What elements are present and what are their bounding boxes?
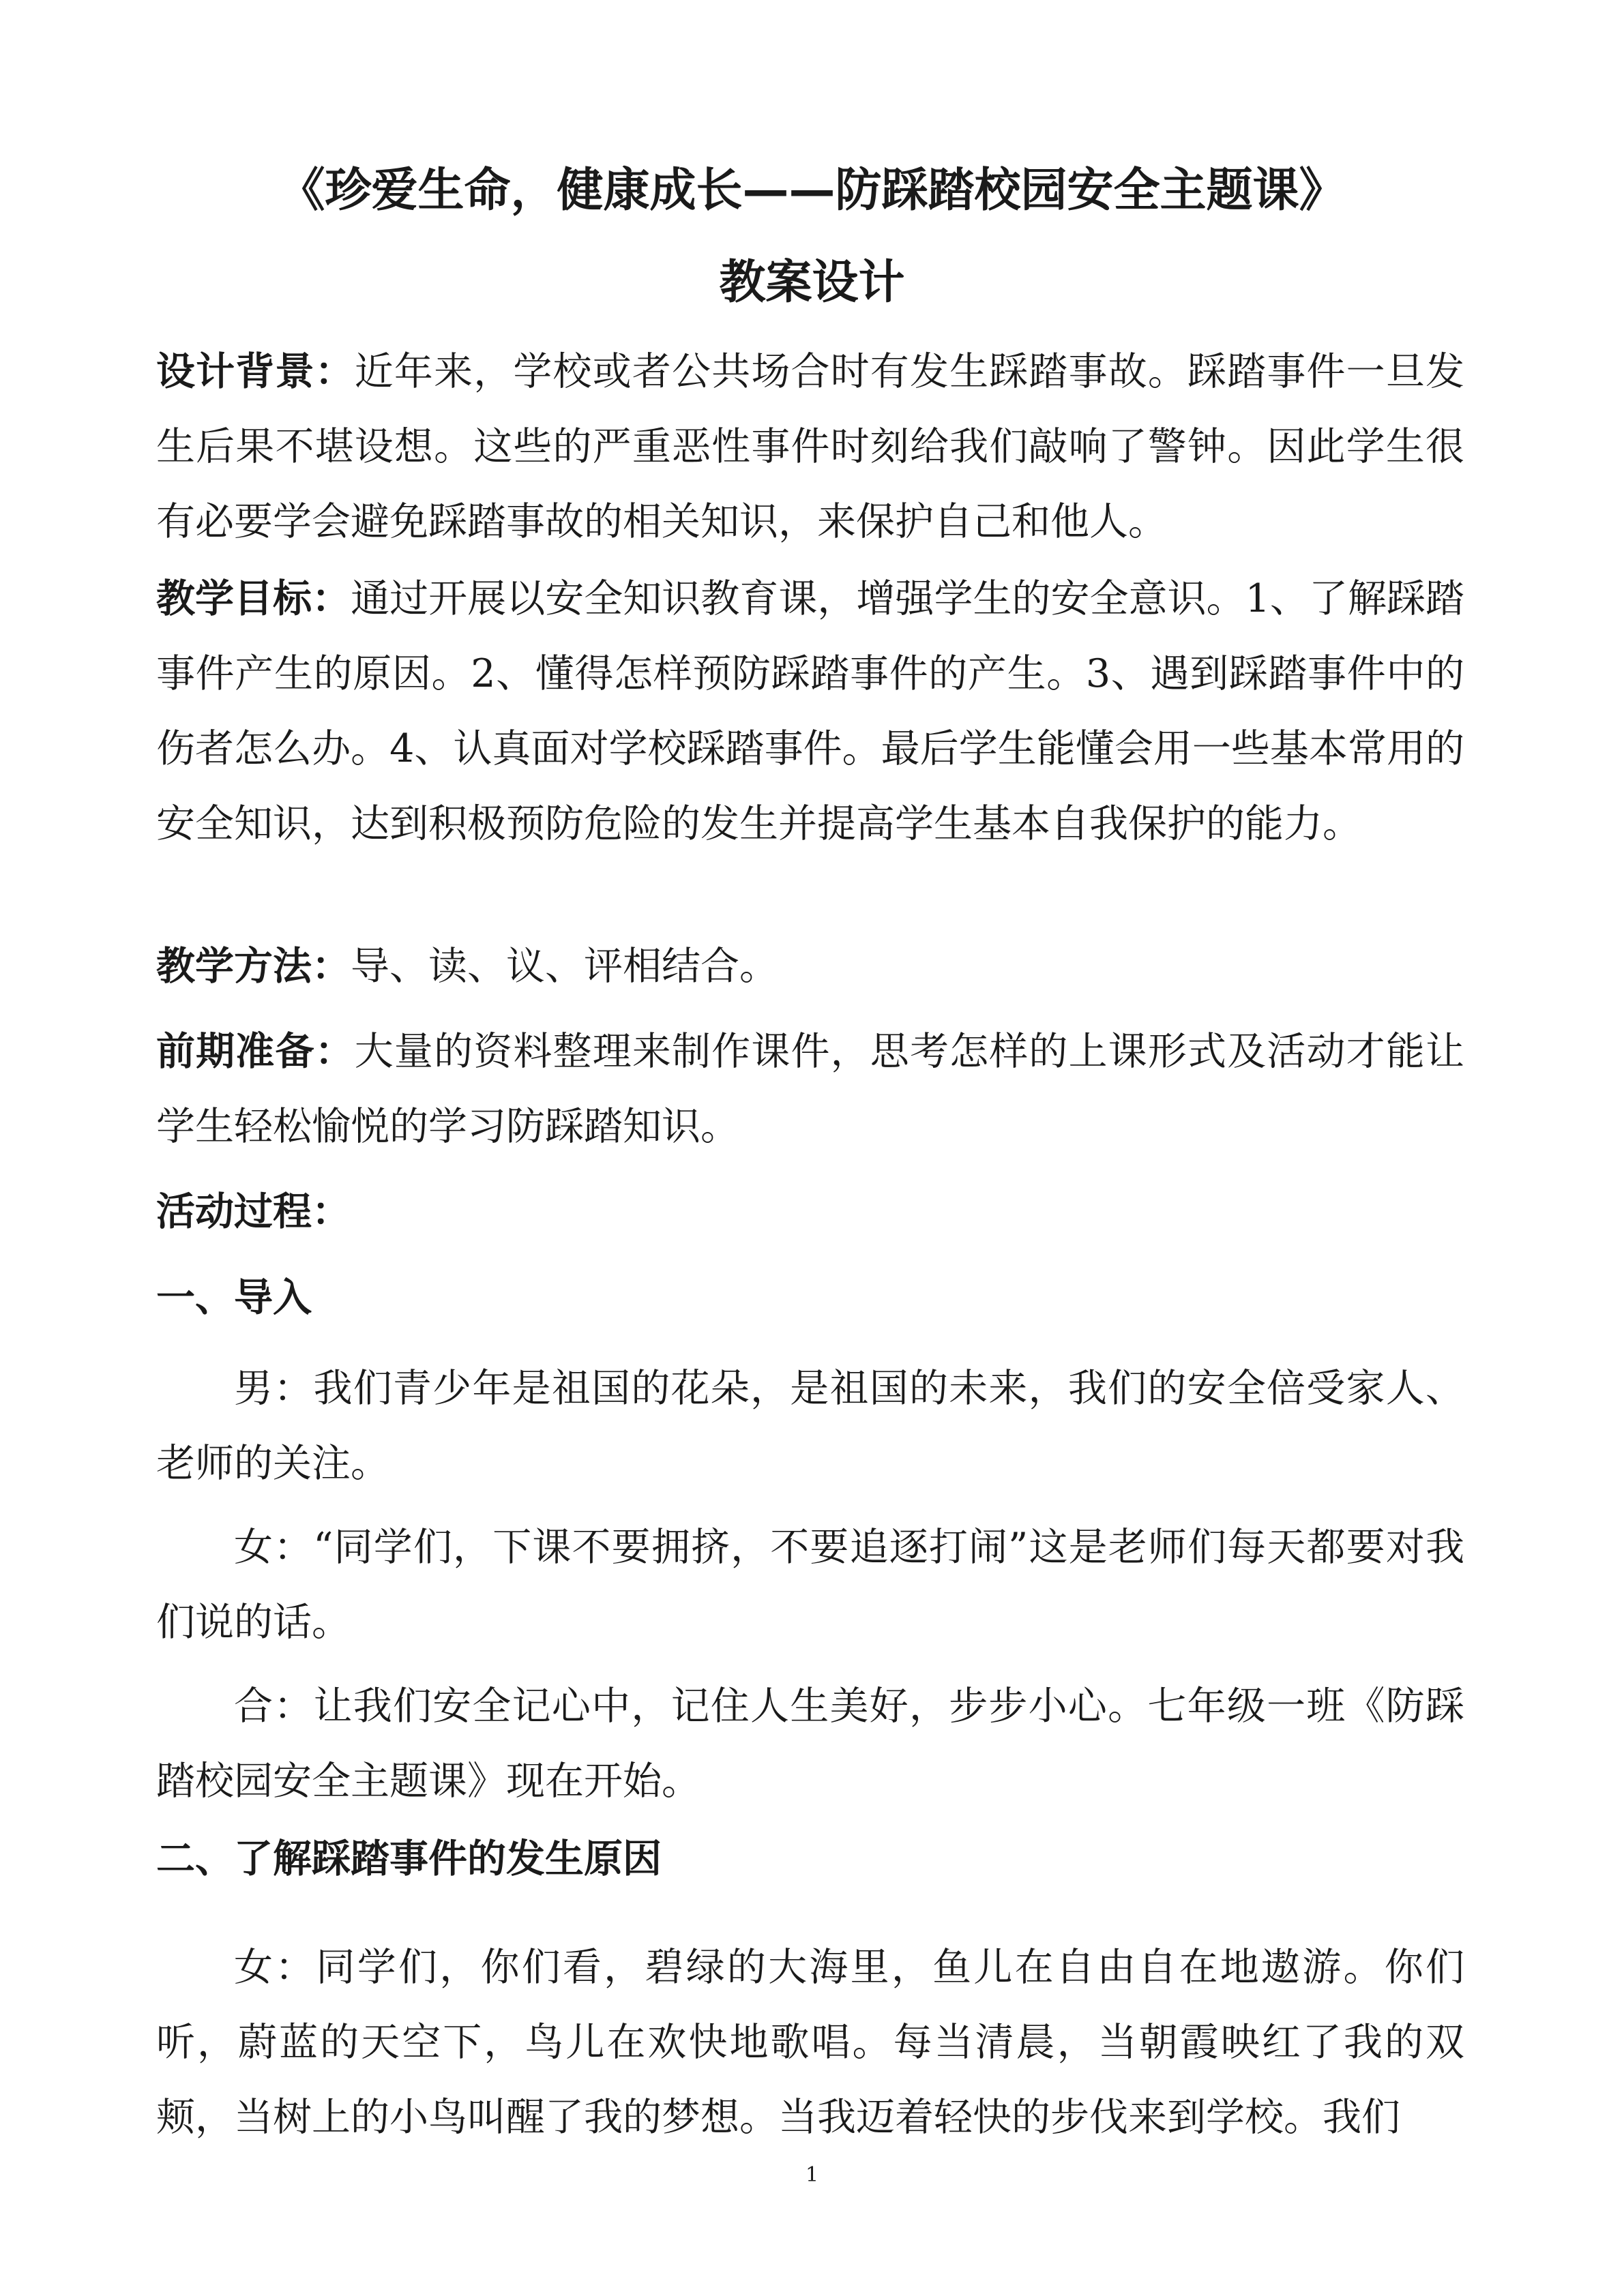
document-subtitle: 教案设计 (719, 256, 905, 310)
paragraph-text: 合：让我们安全记心中，记住人生美好，步步小心。七年级一班《防踩踏校园安全主题课》现在开始。 (156, 1684, 1464, 1804)
document-title: 《珍爱生命，健康成长——防踩踏校园安全主题课》 (278, 164, 1346, 218)
section-methods (156, 929, 1464, 1004)
part1-paragraph (156, 1351, 1464, 1501)
page-number: 1 (805, 2163, 819, 2187)
section-label: 前期准备： (156, 1029, 355, 1074)
paragraph-text: 女：同学们，你们看，碧绿的大海里，鱼儿在自由自在地遨游。你们听，蔚蓝的天空下，鸟儿在欢快地歌唱。每当清晨，当朝霞映红了我的双颊，当树上的小鸟叫醒了我的梦想。当我迈着轻快的步伐来到学校。我们 (156, 1945, 1464, 2140)
section-text: 通过开展以安全知识教育课，增强学生的安全意识。1、了解踩踏事件产生的原因。2、懂得怎样预防踩踏事件的产生。3、遇到踩踏事件中的伤者怎么办。4、认真面对学校踩踏事件。最后学生能懂会用一些基本常用的安全知识，达到积极预防危险的发生并提高学生基本自我保护的能力。 (156, 576, 1465, 846)
part1-paragraph (156, 1669, 1464, 1819)
section-label: 教学方法： (156, 944, 351, 989)
section-text: 导、读、议、评相结合。 (351, 944, 778, 989)
part1-heading: 一、导入 (156, 1275, 312, 1320)
section-text: 近年来，学校或者公共场合时有发生踩踏事故。踩踏事件一旦发生后果不堪设想。这些的严重恶性事件时刻给我们敲响了警钟。因此学生很有必要学会避免踩踏事故的相关知识，来保护自己和他人。 (156, 349, 1464, 544)
section-label: 教学目标： (156, 576, 351, 621)
paragraph-text: 男：我们青少年是祖国的花朵，是祖国的未来，我们的安全倍受家人、老师的关注。 (156, 1366, 1464, 1486)
part2-heading: 二、了解踩踏事件的发生原因 (156, 1836, 662, 1881)
section-background (156, 334, 1464, 559)
part2-paragraph (156, 1930, 1464, 2155)
section-text: 大量的资料整理来制作课件，思考怎样的上课形式及活动才能让学生轻松愉悦的学习防踩踏知识。 (156, 1029, 1464, 1149)
section-label: 设计背景： (156, 349, 355, 394)
part1-paragraph (156, 1510, 1464, 1660)
paragraph-text: 女：“同学们，下课不要拥挤，不要追逐打闹”这是老师们每天都要对我们说的话。 (156, 1525, 1464, 1645)
section-goals (156, 561, 1464, 861)
section-preparation (156, 1014, 1464, 1164)
process-heading: 活动过程： (156, 1189, 351, 1234)
